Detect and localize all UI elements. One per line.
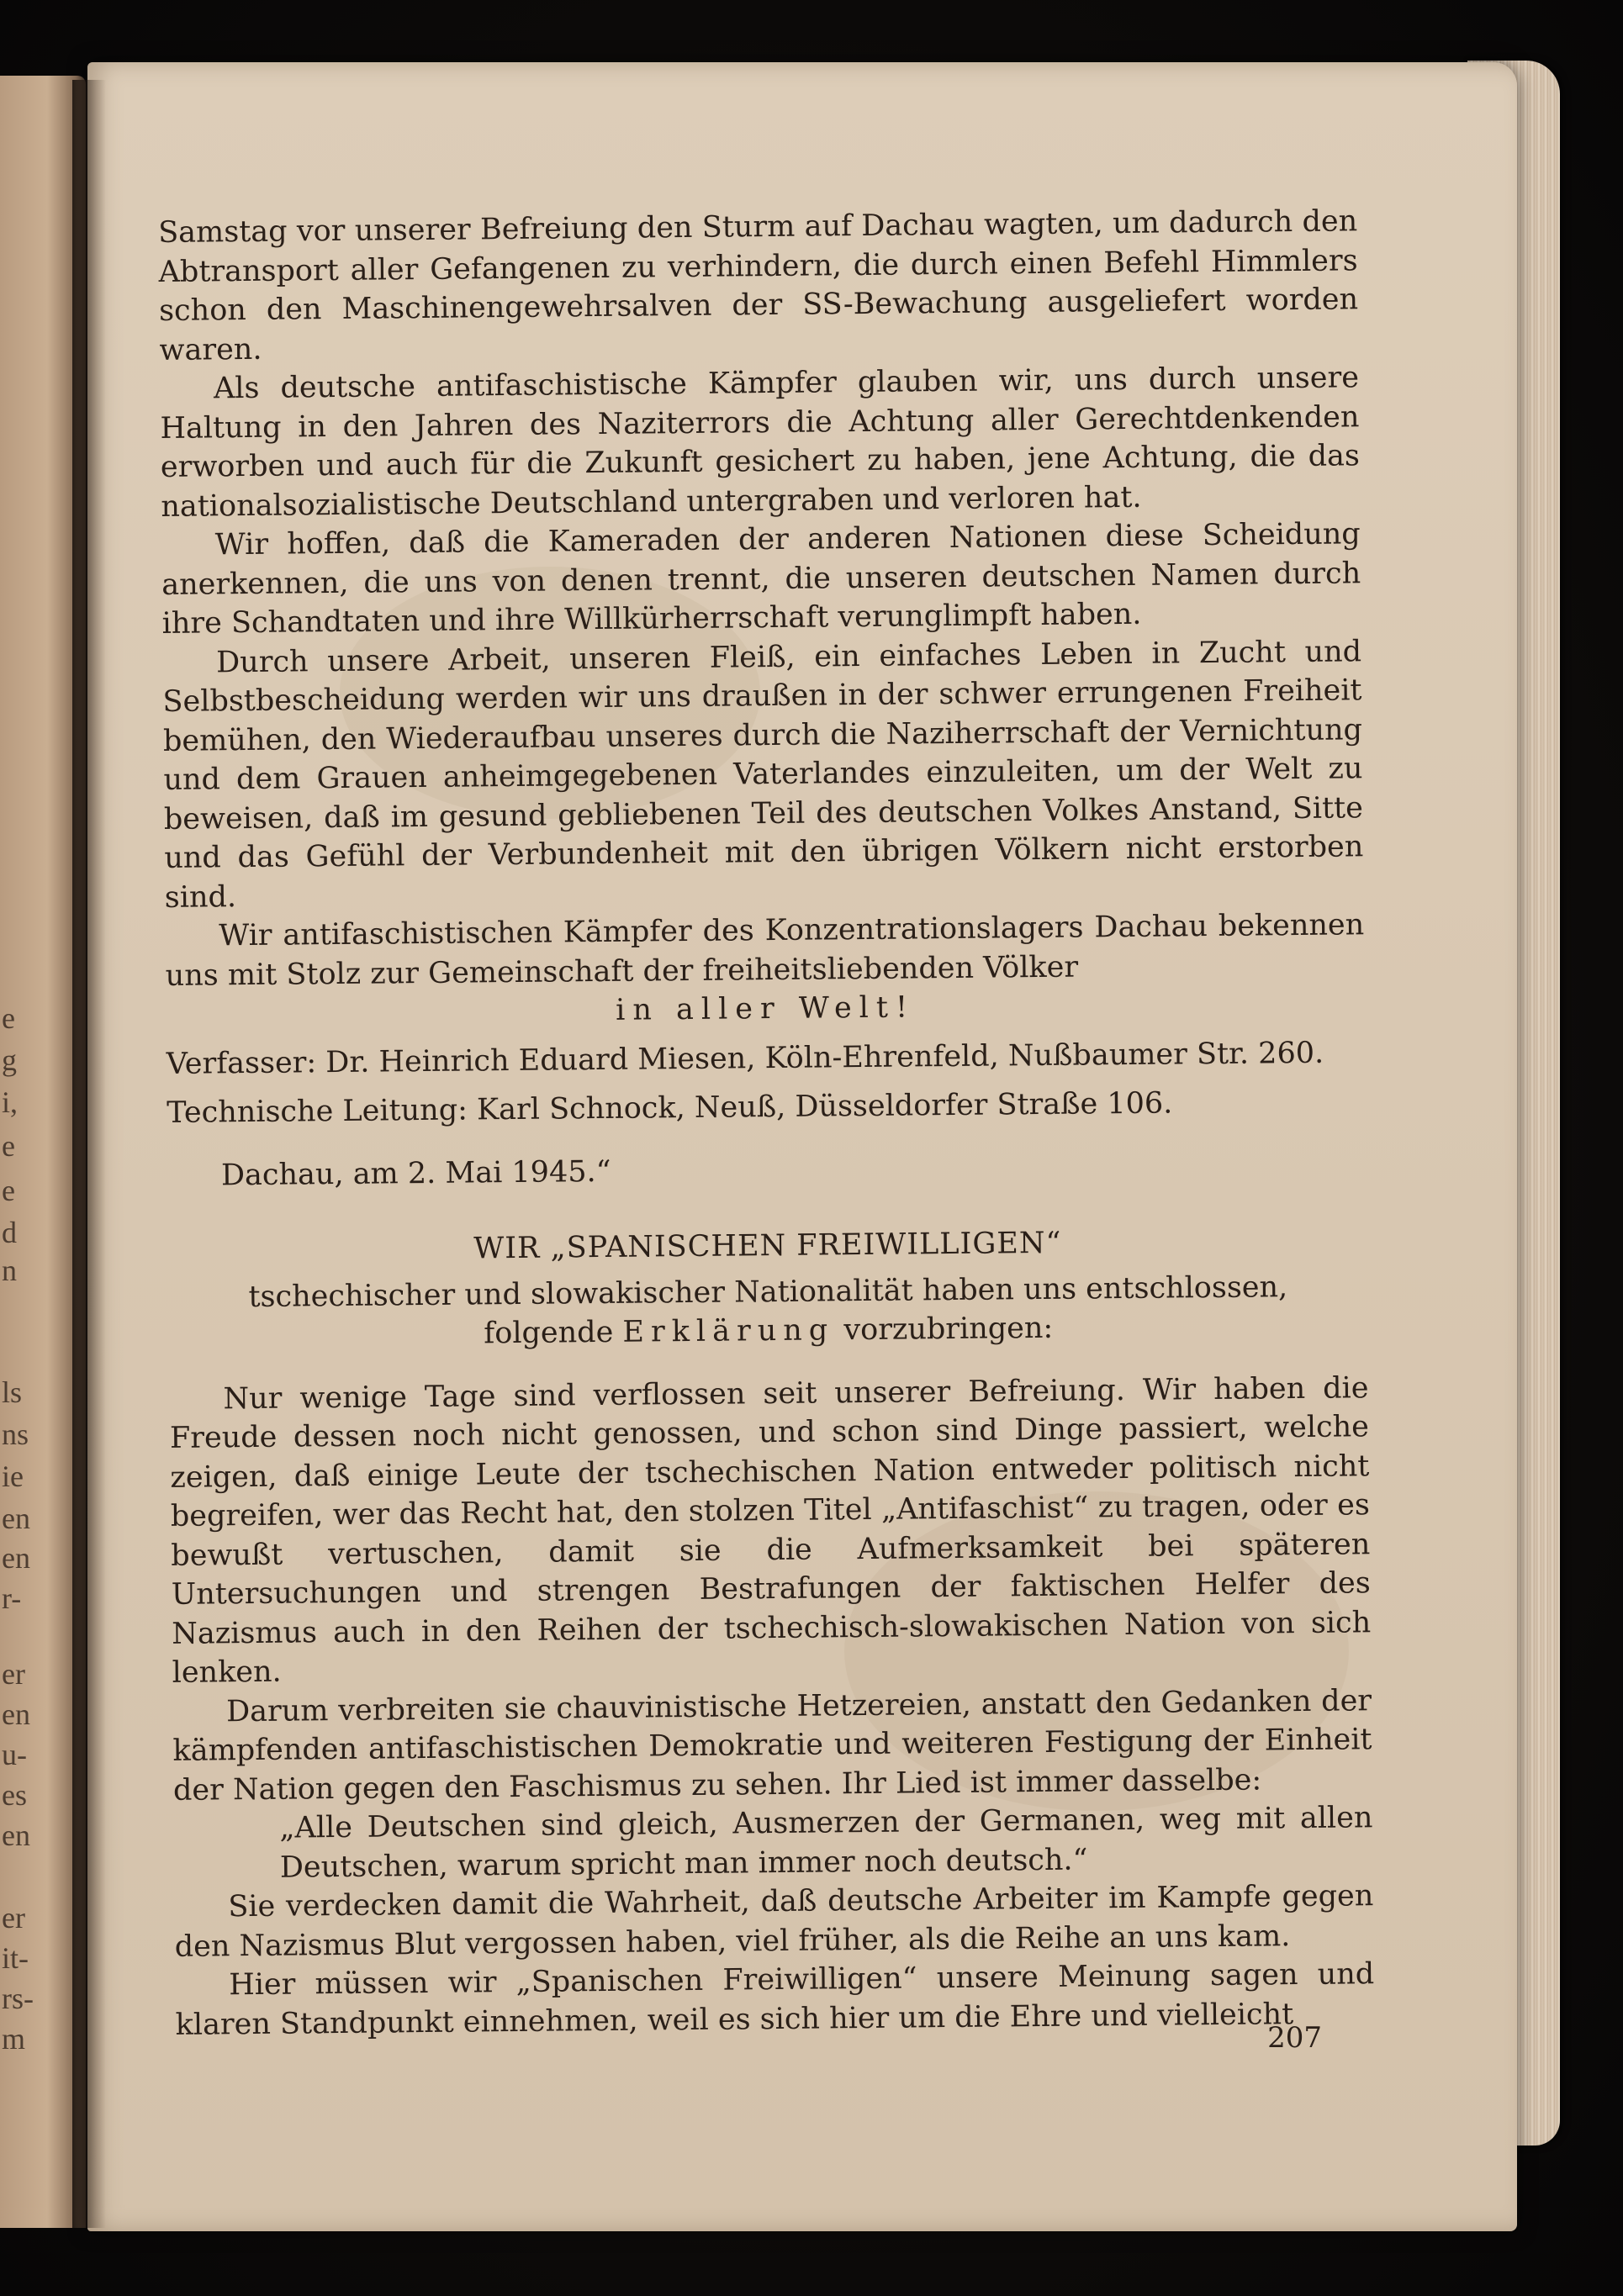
facing-page-fragment: d xyxy=(2,1216,17,1249)
date-line: Dachau, am 2. Mai 1945.“ xyxy=(220,1154,611,1192)
facing-page-fragment: er xyxy=(2,1657,25,1691)
emphasis-line: in aller Welt! xyxy=(616,990,916,1027)
facing-page-fragment: en xyxy=(2,1541,30,1575)
gutter-shadow xyxy=(72,80,106,2228)
facing-page-fragment: rs- xyxy=(2,1982,34,2015)
facing-page-fragment: r- xyxy=(2,1581,22,1615)
author-line: Verfasser: Dr. Heinrich Eduard Miesen, Köln-Ehrenfeld, Nußbaumer Str. 260. xyxy=(166,1036,1324,1081)
technical-lead-line: Technische Leitung: Karl Schnock, Neuß, Düsseldorfer Straße 106. xyxy=(167,1086,1173,1130)
facing-page-fragment: i, xyxy=(2,1085,19,1119)
paragraph: Wir antifaschistischen Kämpfer des Konzentrationslagers Dachau bekennen uns mit Stolz zur Gemeinschaft der freiheitsliebenden Völker xyxy=(165,908,1365,993)
paragraph: Nur wenige Tage sind verflossen seit unserer Befreiung. Wir haben die Freude dessen noch nicht genossen, und schon sind Dinge passiert, welche zeigen, daß einige Leute der tschechischen Nation entweder politisch nicht begreifen, wer das Recht hat, den stolzen Titel „Antifaschist“ zu tragen, oder es bewußt vertuschen, damit sie die Aufmerksamkeit bei späteren Untersuchungen und strengen Bestrafungen der faktischen Helfer des Nazismus auch in den Reihen der tschechisch-slowakischen Nation von sich lenken. xyxy=(169,1370,1372,1690)
section-subheading: tschechischer und slowakischer Nationalität haben uns entschlossen, xyxy=(248,1269,1288,1314)
paragraph: Hier müssen wir „Spanischen Freiwilligen“ unsere Meinung sagen und klaren Standpunkt einnehmen, weil es sich hier um die Ehre und vielleicht xyxy=(175,1957,1375,2042)
facing-page-fragment: e xyxy=(2,1174,15,1207)
paragraph: Samstag vor unserer Befreiung den Sturm auf Dachau wagten, um dadurch den Abtransport aller Gefangenen zu verhindern, die durch einen Befehl Himmlers schon den Maschinengewehrsalven der SS-Bewachung ausgeliefert worden waren. xyxy=(158,204,1359,367)
page-text xyxy=(158,202,1375,2045)
facing-page-fragment: ls xyxy=(2,1375,23,1409)
paragraph: Sie verdecken damit die Wahrheit, daß deutsche Arbeiter im Kampfe gegen den Nazismus Blut vergossen haben, viel früher, als die Reihe an uns kam. xyxy=(174,1879,1374,1964)
page-number: 207 xyxy=(1267,2021,1322,2055)
facing-page-fragment: en xyxy=(2,1502,30,1535)
facing-page-fragment: u- xyxy=(2,1738,27,1771)
facing-page-fragment: ns xyxy=(2,1417,29,1451)
subheading-word: folgende xyxy=(484,1315,614,1351)
facing-page-fragment: es xyxy=(2,1778,27,1812)
subheading-spaced-word: Erklärung xyxy=(622,1313,835,1349)
paragraph: Als deutsche antifaschistische Kämpfer glauben wir, uns durch unsere Haltung in den Jahren des Naziterrors die Achtung aller Gerechtdenkenden erworben und auch für die Zukunft gesichert zu haben, jene Achtung, die das nationalsozialistische Deutschland untergraben und verloren hat. xyxy=(160,361,1361,524)
subheading-word: vorzubringen: xyxy=(843,1311,1054,1348)
facing-page-fragment: n xyxy=(2,1254,17,1287)
facing-page-fragment: er xyxy=(2,1901,25,1934)
facing-page-fragment: m xyxy=(2,2022,26,2056)
paragraph: Wir hoffen, daß die Kameraden der anderen Nationen diese Scheidung anerkennen, die uns von denen trennt, die unseren deutschen Namen durch ihre Schandtaten und ihre Willkürherrschaft verunglimpft haben. xyxy=(161,517,1361,641)
facing-page-fragment: it- xyxy=(2,1941,29,1975)
block-quote: „Alle Deutschen sind gleich, Ausmerzen der Germanen, weg mit allen Deutschen, warum spricht man immer noch deutsch.“ xyxy=(279,1801,1373,1885)
facing-page-fragment: en xyxy=(2,1697,30,1731)
book-page xyxy=(87,62,1517,2231)
facing-page-fragment: e xyxy=(2,1001,15,1035)
facing-page-fragment: en xyxy=(2,1818,30,1852)
paragraph: Durch unsere Arbeit, unseren Fleiß, ein einfaches Leben in Zucht und Selbstbescheidung werden wir uns draußen in der schwer errungenen Freiheit bemühen, den Wiederaufbau unseres durch die Naziherrschaft der Vernichtung und dem Grauen anheimgegebenen Vaterlandes einzuleiten, um der Welt zu beweisen, daß im gesund gebliebenen Teil des deutschen Volkes Anstand, Sitte und das Gefühl der Verbundenheit mit den übrigen Völkern nicht erstorben sind. xyxy=(162,634,1364,915)
facing-page-fragment: ie xyxy=(2,1459,24,1493)
facing-page-fragment: g xyxy=(2,1043,17,1077)
paragraph: Darum verbreiten sie chauvinistische Hetzereien, anstatt den Gedanken der kämpfenden antifaschistischen Demokratie und weiteren Festigung der Einheit der Nation gegen den Faschismus zu sehen. Ihr Lied ist immer dasselbe: xyxy=(172,1683,1372,1808)
section-heading: WIR „SPANISCHEN FREIWILLIGEN“ xyxy=(473,1226,1062,1266)
facing-page-fragment: e xyxy=(2,1129,15,1163)
